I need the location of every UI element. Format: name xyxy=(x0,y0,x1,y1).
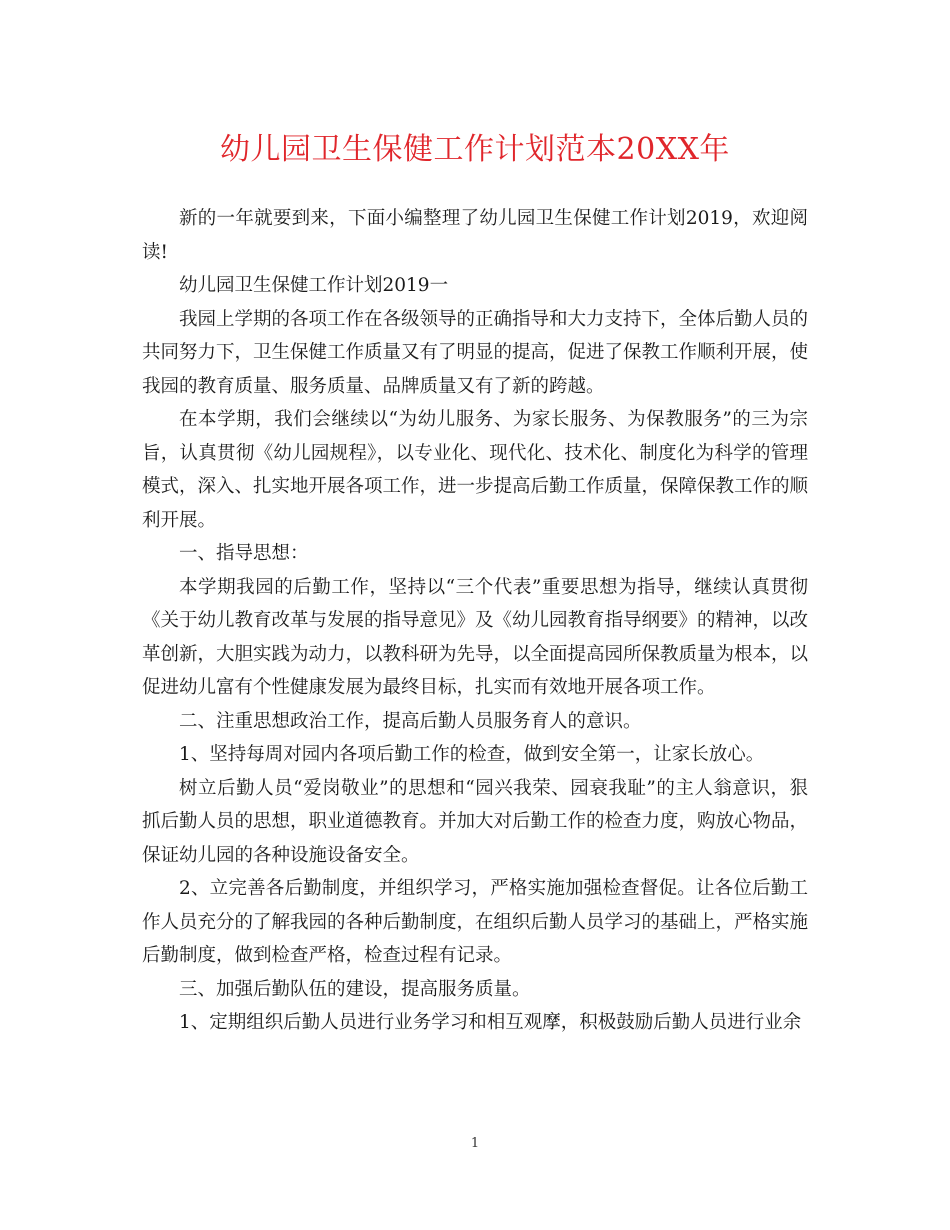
paragraph-heading-political-work: 二、注重思想政治工作，提高后勤人员服务育人的意识。 xyxy=(179,710,642,732)
paragraph-section-heading: 幼儿园卫生保健工作计划2019一 xyxy=(179,275,449,296)
paragraph: 在本学期，我们会继续以“为幼儿服务、为家长服务、为保教服务”的三为宗旨，认真贯彻《幼儿园规程》，以专业化、现代化、技术化、制度化为科学的管理模式，深入、扎实地开展各项工作，进一步提高后勤工作质量，保障保教工作的顺利开展。 xyxy=(142,409,809,531)
document-body xyxy=(142,202,808,1040)
paragraph: 我园上学期的各项工作在各级领导的正确指导和大力支持下，全体后勤人员的共同努力下，卫生保健工作质量又有了明显的提高，促进了保教工作顺利开展，使我园的教育质量、服务质量、品牌质量又有了新的跨越。 xyxy=(142,308,809,397)
paragraph-item: 1、定期组织后勤人员进行业务学习和相互观摩，积极鼓励后勤人员进行业余 xyxy=(179,1012,802,1033)
paragraph-intro: 新的一年就要到来，下面小编整理了幼儿园卫生保健工作计划2019，欢迎阅读! xyxy=(142,208,808,263)
paragraph-item: 2、立完善各后勤制度，并组织学习，严格实施加强检查督促。让各位后勤工作人员充分的了解我园的各种后勤制度，在组织后勤人员学习的基础上，严格实施后勤制度，做到检查严格，检查过程有记录。 xyxy=(142,878,809,966)
paragraph-heading-guiding-thought: 一、指导思想： xyxy=(179,543,309,564)
paragraph-heading-team-building: 三、加强后勤队伍的建设，提高服务质量。 xyxy=(179,978,531,1000)
paragraph: 树立后勤人员“爱岗敬业”的思想和“园兴我荣、园衰我耻”的主人翁意识，狠抓后勤人员的思想，职业道德教育。并加大对后勤工作的检查力度，购放心物品，保证幼儿园的各种设施设备安全。 xyxy=(142,777,809,866)
paragraph: 本学期我园的后勤工作，坚持以“三个代表”重要思想为指导，继续认真贯彻《关于幼儿教育改革与发展的指导意见》及《幼儿园教育指导纲要》的精神，以改革创新，大胆实践为动力，以教科研为先导，以全面提高园所保教质量为根本，以促进幼儿富有个性健康发展为最终目标，扎实而有效地开展各项工作。 xyxy=(142,576,809,698)
page-number: 1 xyxy=(470,1136,480,1151)
paragraph-item: 1、坚持每周对园内各项后勤工作的检查，做到安全第一，让家长放心。 xyxy=(179,744,765,765)
document-title: 幼儿园卫生保健工作计划范本20XX年 xyxy=(220,132,730,167)
